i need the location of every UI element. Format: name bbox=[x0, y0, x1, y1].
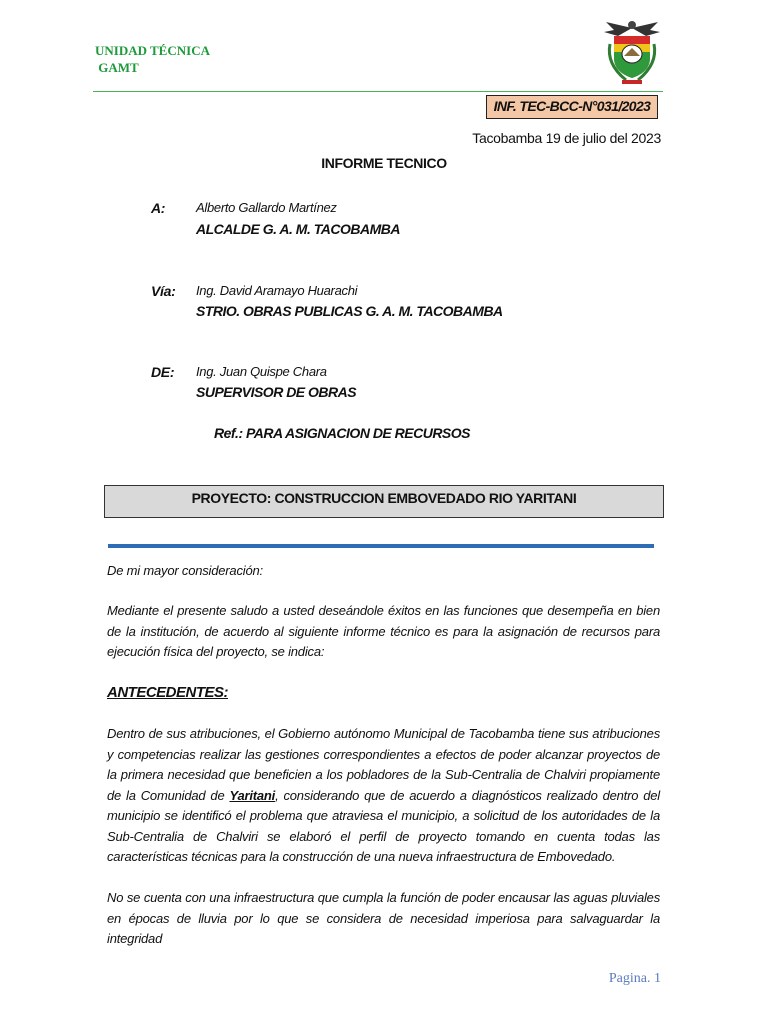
community-name: Yaritani bbox=[229, 787, 276, 803]
reference-line: Ref.: PARA ASIGNACION DE RECURSOS bbox=[214, 425, 471, 441]
recipient-label-from: DE: bbox=[151, 364, 175, 380]
recipient-name-to: Alberto Gallardo Martínez bbox=[196, 200, 337, 215]
report-date: Tacobamba 19 de julio del 2023 bbox=[472, 130, 661, 146]
document-title: INFORME TECNICO bbox=[321, 155, 447, 171]
page-number: Pagina. 1 bbox=[608, 971, 661, 986]
antecedentes-text-a: Dentro de sus atribuciones, el Gobierno autónomo Municipal de Tacobamba tiene sus atribuciones y competencias realizar las gestiones correspondientes a efectos de poder alcanzar proyectos de la primera necesidad que beneficien a los pobladores de la Sub-Centralia de Chalviri propiamente de la Comunidad de bbox=[107, 726, 660, 803]
recipient-role-via: STRIO. OBRAS PUBLICAS G. A. M. TACOBAMBA bbox=[196, 303, 503, 319]
greeting: De mi mayor consideración: bbox=[107, 563, 263, 578]
report-code: INF. TEC-BCC-N°031/2023 bbox=[486, 95, 658, 119]
antecedentes-paragraph-1 bbox=[107, 724, 660, 868]
coat-of-arms-icon bbox=[600, 14, 664, 86]
antecedentes-paragraph-2: No se cuenta con una infraestructura que cumpla la función de poder encausar las aguas pluviales en épocas de lluvia por lo que se considera de necesidad imperiosa para salvaguardar la integridad bbox=[107, 890, 660, 946]
section-divider bbox=[108, 544, 654, 548]
unit-name-line2: GAMT bbox=[95, 60, 139, 75]
recipient-role-to: ALCALDE G. A. M. TACOBAMBA bbox=[196, 221, 400, 237]
recipient-name-via: Ing. David Aramayo Huarachi bbox=[196, 283, 358, 298]
antecedentes-heading: ANTECEDENTES: bbox=[107, 684, 229, 701]
recipient-role-from: SUPERVISOR DE OBRAS bbox=[196, 384, 357, 400]
antecedentes-text-b: , considerando que de acuerdo a diagnósticos realizado dentro del municipio se identificó el problema que atraviesa el municipio, a solicitud de los autoridades de la Sub-Centralia de Chalviri se elaboró el perfil de proyecto tomando en cuenta todas las características técnicas para la construcción de una nueva infraestructura de Embovedado. bbox=[107, 787, 660, 864]
recipient-label-via: Vía: bbox=[151, 283, 176, 299]
header-divider bbox=[93, 91, 663, 92]
project-box: PROYECTO: CONSTRUCCION EMBOVEDADO RIO YARITANI bbox=[104, 485, 664, 518]
recipient-label-to: A: bbox=[151, 200, 166, 216]
unit-name-line1: UNIDAD TÉCNICA bbox=[95, 43, 210, 58]
unit-name bbox=[95, 42, 210, 76]
intro-paragraph: Mediante el presente saludo a usted deseándole éxitos en las funciones que desempeña en bien de la institución, de acuerdo al siguiente informe técnico es para la asignación de recursos para ejecución física del proyecto, se indica: bbox=[107, 603, 660, 659]
recipient-name-from: Ing. Juan Quispe Chara bbox=[196, 364, 327, 379]
